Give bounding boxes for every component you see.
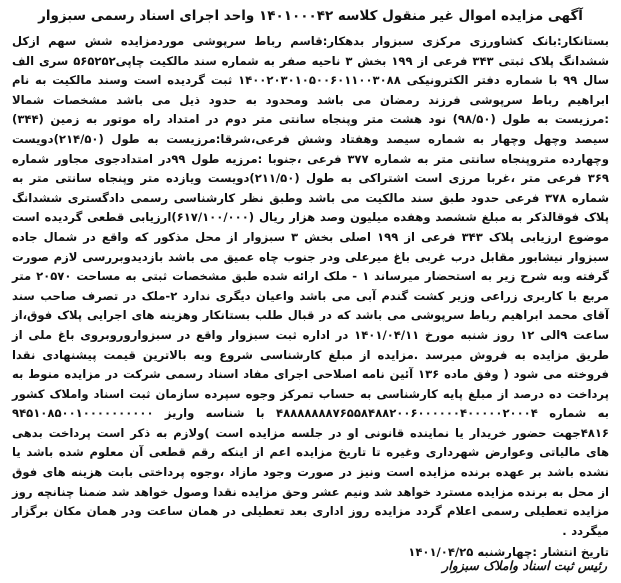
publish-date: تاریخ انتشار :چهارشنبه ۱۴۰۱/۰۴/۲۵ xyxy=(408,545,609,560)
notice-body: بستانکار:بانک کشاورزی مرکزی سبزوار بدهکار:قاسم رباط سرپوشی موردمزایده شش سهم ازکل ششدانگ پلاک ثبتی ۳۴۳ فرعی از ۱۹۹ بخش ۳ ناحیه صفر به شماره سند مالکیت چاپی۵۶۵۲۵۲ سری الف سال ۹۹ با شماره دفتر الکترونیکی ۱۴۰۰۲۰۳۰۱۰۵۰۰۶۰۱۱۰۰۳۰۸۸ ثبت گردیده است وسند مالکیت به نام ابراهیم رباط سرپوشی فرزند رمضان می باشد ومحدود به حدود ذیل می باشد مشخصات شمالا :مرزیست به طول (۹۸/۵۰) نود هشت متر وپنجاه سانتی متر دوم در امتداد راه موتور به زمین (۳۴۴) سیصد وچهل وچهار به شماره سیصد وهفتاد وشش فرعی،شرقا:مرزیست به طول (۲۱۴/۵۰)دویست وچهارده متروپنجاه سانتی متر به شماره ۳۷۷ فرعی ،جنوبا :مرزیه طول ۹۹در امتدادجوی مجاور شماره ۳۶۹ فرعی متر ،غربا مرزی است اشتراکی به طول (۲۱۱/۵۰)دویست ویازده متر وپنجاه سانتی متر به شماره ۳۷۸ فرعی حدود طبق سند مالکیت می باشد وطبق نظر کارشناسی رسمی دادگستری ششدانگ پلاک فوقالذکر به مبلغ ششصد وهفده میلیون وصد هزار ریال (۶۱۷/۱۰۰/۰۰۰)ارزیابی قطعی گردیده است موضوع ارزیابی پلاک ۳۴۳ فرعی از ۱۹۹ اصلی بخش ۳ سبزوار از محل مذکور که واقع در شمال جاده سبزوار نیشابور مقابل درب غربی باغ میرعلی ودر جنوب چاه عمیق می باشد بازدیدوبررسی لازم صورت گرفته وبه شرح زیر به استحضار میرساند ۱ - ملک ارائه شده طبق مشخصات ثبتی به مساحت ۲۰۵۷۰ متر مربع با کاربری زراعی وزیر کشت گندم آبی می باشد واعیان دیگری ندارد ۲-ملک در تصرف صاحب سند آقای محمد ابراهیم رباط سرپوشی می باشد که در قبال طلب بستانکار وهزینه های اجرایی پلاک فوق،از ساعت ۹الی ۱۲ روز شنبه مورخ ۱۴۰۱/۰۴/۱۱ در اداره ثبت سبزوار واقع در سبزواروروبروی باغ ملی از طریق مزایده به فروش میرسد .مزایده از مبلغ کارشناسی شروع وبه بالاترین قیمت پیشنهادی نقدا فروخته می شود ( وفق ماده ۱۳۶ آئین نامه اصلاحی اجرای مفاد اسناد رسمی شرکت در مزایده منوط به پرداخت ده درصد از مبلغ پایه کارشناسی به حساب تمرکز وجوه سپرده سازمان ثبت اسناد واملاک کشور به شماره ۴۸۸۸۸۸۸۸۷۶۵۵۸۴۸۸۲۰۰۶۰۰۰۰۰۰۴۰۰۰۰۰۲۰۰۰۴ با شناسه واریز ۹۴۵۱۰۸۵۰۰۱۰۰۰۰۰۰۰۰۰۰ ۴۸۱۶جهت حضور خریدار یا نماینده قانونی او در جلسه مزایده است )ولازم به ذکر است پرداخت بدهی های مالیاتی وعوارض شهرداری وغیره تا تاریخ مزایده اعم از اینکه رقم قطعی آن معلوم شده باشد یا نشده باشد بر عهده برنده مزایده است ونیز در صورت وجود مازاد ،وجوه پرداختی بابت هزینه های فوق از محل به برنده مزایده مسترد خواهد شد ونیم عشر وحق مزایده نقدا وصول خواهد شد ضمنا چنانچه روز مزایده تعطیلی رسمی اعلام گردد مزایده روز اداری بعد تعطیلی در همان ساعت ودر همان مکان برگزار میگردد . xyxy=(12,34,610,538)
notice-title: آگهی مزایده اموال غیر منقول کلاسه ۱۴۰۱۰۰۰۴۲ واحد اجرای اسناد رسمی سبزوار xyxy=(38,8,583,24)
signature: رئیس ثبت اسناد واملاک سبزوار xyxy=(442,558,607,573)
